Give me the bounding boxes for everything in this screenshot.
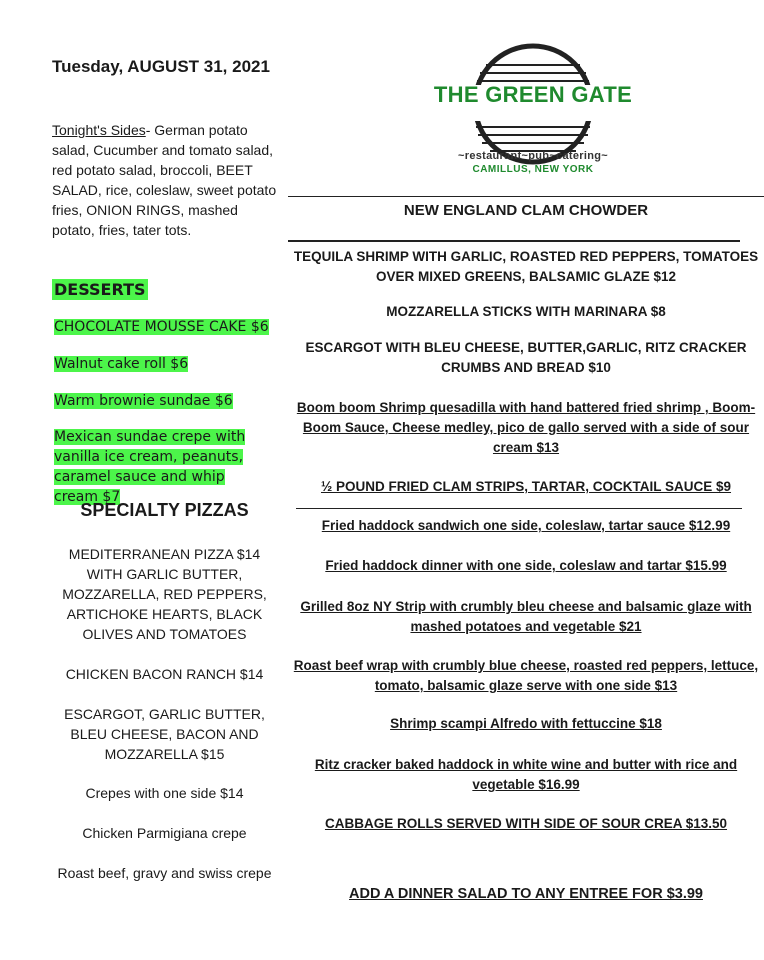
tonights-sides (52, 120, 277, 240)
pizza-item: Chicken Parmigiana crepe (82, 825, 247, 841)
restaurant-location: CAMILLUS, NEW YORK (472, 164, 594, 175)
divider (288, 196, 764, 197)
divider (296, 508, 742, 509)
special-item: Shrimp scampi Alfredo with fettuccine $18 (390, 716, 662, 731)
dessert-item: CHOCOLATE MOUSSE CAKE $6 (54, 319, 269, 335)
special-item: Fried haddock sandwich one side, coleslaw, tartar sauce $12.99 (321, 518, 731, 533)
pizza-item: ESCARGOT, GARLIC BUTTER, BLEU CHEESE, BACON AND MOZZARELLA $15 (64, 706, 265, 762)
special-item: NEW ENGLAND CLAM CHOWDER (403, 202, 649, 219)
sides-text: - German potato salad, Cucumber and tomato salad, red potato salad, broccoli, BEET SALAD, rice, coleslaw, sweet potato fries, ONION RINGS, mashed potato, fries, tater tots. (52, 122, 277, 238)
desserts-heading: DESSERTS (54, 280, 146, 299)
special-item: Ritz cracker baked haddock in white wine and butter with rice and vegetable $16.99 (314, 757, 738, 792)
special-item: Roast beef wrap with crumbly blue cheese, roasted red peppers, lettuce, tomato, balsamic glaze serve with one side $13 (293, 658, 759, 693)
restaurant-tagline: ~restaurant~pub~catering~ (458, 150, 608, 162)
special-item: TEQUILA SHRIMP WITH GARLIC, ROASTED RED PEPPERS, TOMATOES OVER MIXED GREENS, BALSAMIC GLAZE $12 (293, 249, 759, 284)
restaurant-name: THE GREEN GATE (433, 82, 633, 107)
dinner-salad-note: ADD A DINNER SALAD TO ANY ENTREE FOR $3.99 (349, 886, 703, 902)
special-item: CABBAGE ROLLS SERVED WITH SIDE OF SOUR CREA $13.50 (324, 816, 728, 831)
pizza-item: CHICKEN BACON RANCH $14 (65, 666, 264, 682)
special-item: Grilled 8oz NY Strip with crumbly bleu cheese and balsamic glaze with mashed potatoes and vegetable $21 (300, 599, 752, 634)
special-item: Fried haddock dinner with one side, coleslaw and tartar $15.99 (325, 558, 727, 573)
special-item: Boom boom Shrimp quesadilla with hand battered fried shrimp , Boom-Boom Sauce, Cheese medley, pico de gallo served with a side of sour cream $13 (296, 400, 756, 455)
pizza-item: Crepes with one side $14 (85, 785, 244, 801)
pizza-item: Roast beef, gravy and swiss crepe (57, 865, 272, 881)
dessert-item: Mexican sundae crepe with vanilla ice cream, peanuts, caramel sauce and whip cream $7 (54, 429, 246, 505)
dessert-item: Warm brownie sundae $6 (54, 393, 233, 409)
sides-label: Tonight's Sides (52, 122, 146, 138)
special-item: ½ POUND FRIED CLAM STRIPS, TARTAR, COCKTAIL SAUCE $9 (320, 479, 732, 494)
divider (288, 240, 740, 242)
pizza-item: MEDITERRANEAN PIZZA $14 WITH GARLIC BUTTER, MOZZARELLA, RED PEPPERS, ARTICHOKE HEARTS, BLACK OLIVES AND TOMATOES (62, 546, 267, 642)
special-item: MOZZARELLA STICKS WITH MARINARA $8 (386, 304, 666, 319)
special-item: ESCARGOT WITH BLEU CHEESE, BUTTER,GARLIC, RITZ CRACKER CRUMBS AND BREAD $10 (305, 340, 747, 375)
dessert-item: Walnut cake roll $6 (54, 356, 189, 372)
menu-date: Tuesday, AUGUST 31, 2021 (52, 57, 270, 76)
specialty-pizzas-heading: SPECIALTY PIZZAS (80, 500, 249, 520)
